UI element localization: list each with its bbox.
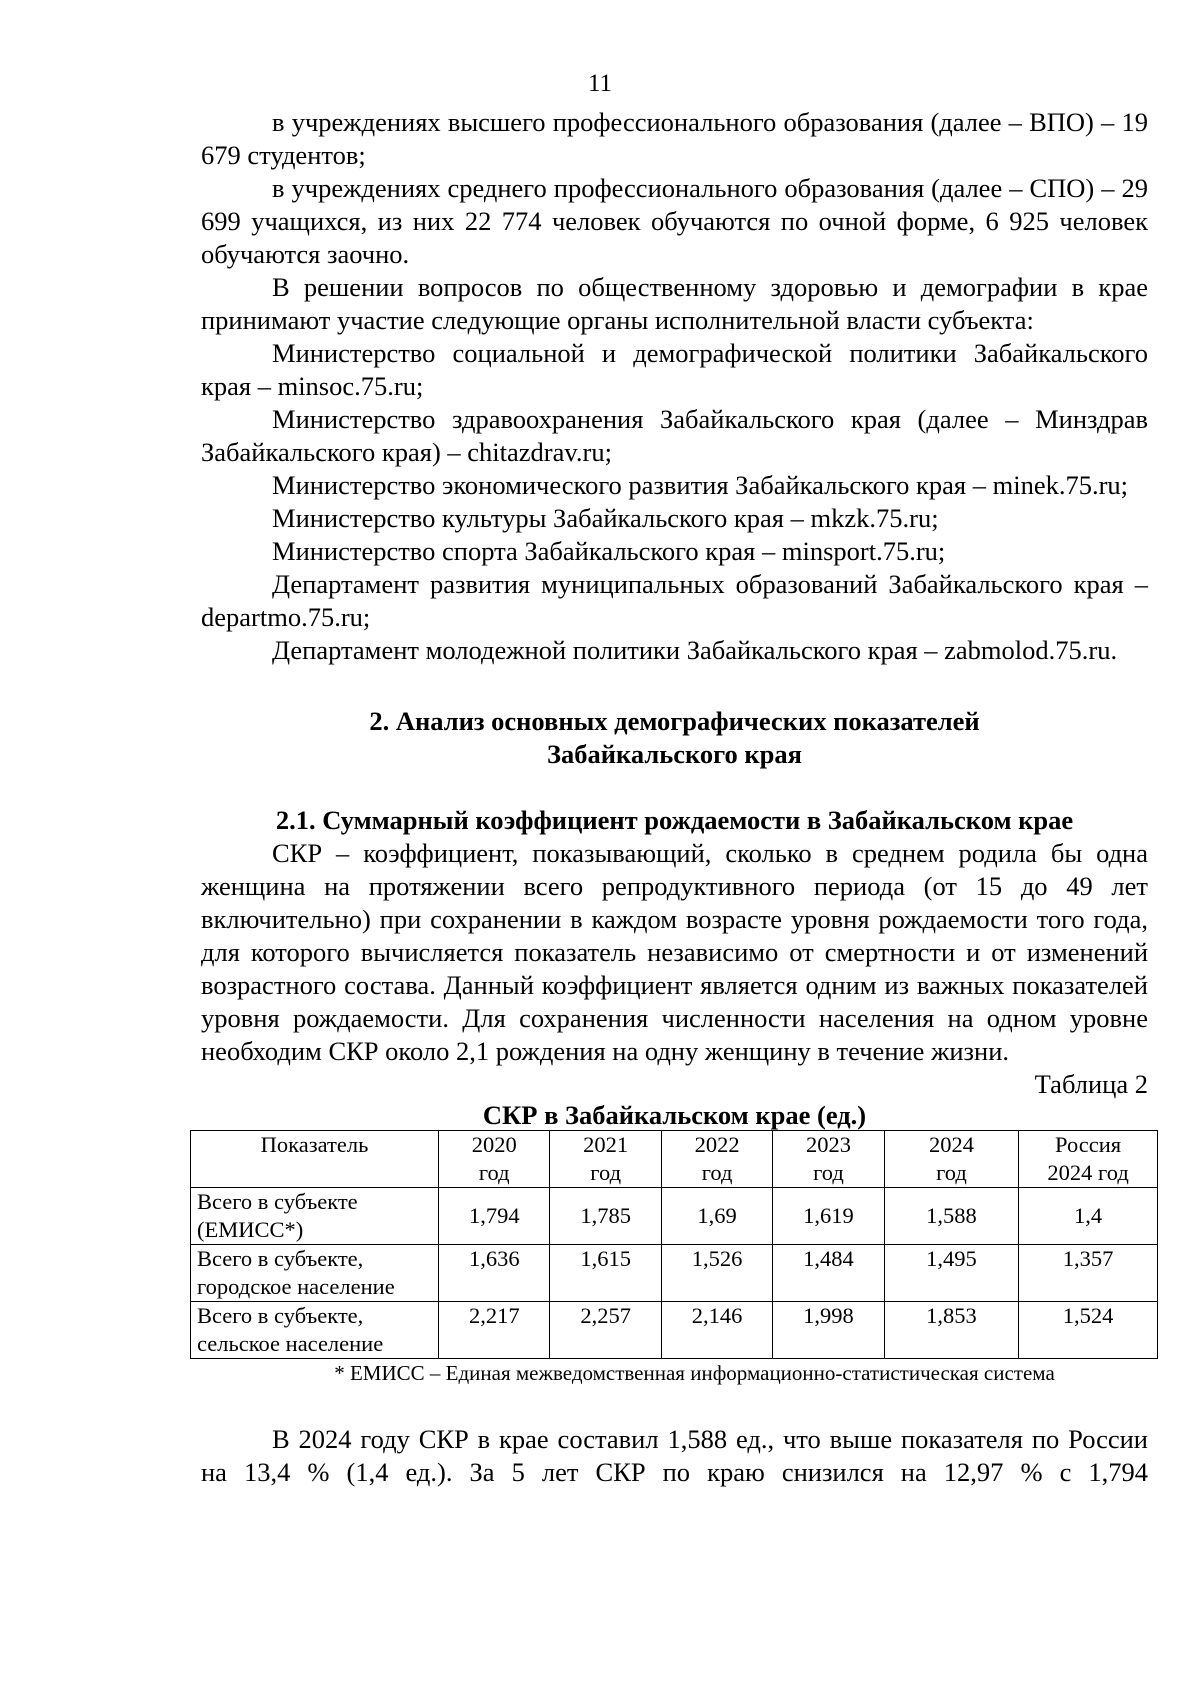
table-cell: 1,615 [550,1245,661,1302]
table-label: Таблица 2 [1034,1069,1148,1099]
header-2020: 2020 год [439,1131,550,1188]
skr-table [190,1130,1158,1359]
table-row [191,1188,1158,1245]
table-cell: 1,588 [884,1188,1019,1245]
paragraph-zabmolod: Департамент молодежной политики Забайкальского края – zabmolod.75.ru. [272,635,1118,665]
table-cell: 1,794 [439,1188,550,1245]
section-title-line1: 2. Анализ основных демографических показателей [369,706,980,736]
header-2021: 2021 год [550,1131,661,1188]
table-cell: 1,853 [884,1302,1019,1359]
paragraph-spo: в учреждениях среднего профессионального образования (далее – СПО) – 29 699 учащихся, из них 22 774 человек обучаются по очной форме, 6 925 человек обучаются заочно. [201,173,1148,269]
table-caption: СКР в Забайкальском крае (ед.) [482,1100,867,1130]
header-2022: 2022 год [661,1131,772,1188]
row-label: Всего в субъекте, сельское население [191,1302,439,1359]
row-label: Всего в субъекте, городское население [191,1245,439,1302]
page-content [197,0,1148,1489]
paragraph-intro-bodies: В решении вопросов по общественному здоровью и демографии в крае принимают участие следующие органы исполнительной власти субъекта: [201,272,1148,335]
header-russia-2024: Россия 2024 год [1019,1131,1158,1188]
row-label: Всего в субъекте (ЕМИСС*) [191,1188,439,1245]
subsection-title: 2.1. Суммарный коэффициент рождаемости в Забайкальском крае [275,805,1074,835]
table-cell: 1,484 [773,1245,884,1302]
page-number: 11 [587,70,613,97]
table-row [191,1302,1158,1359]
table-cell: 1,495 [884,1245,1019,1302]
paragraph-skr-definition: СКР – коэффициент, показывающий, сколько в среднем родила бы одна женщина на протяжении всего репродуктивного периода (от 15 до 49 лет включительно) при сохранении в каждом возрасте уровня рождаемости того года, для которого вычисляется показатель независимо от смертности и от изменений возрастного состава. Данный коэффициент является одним из важных показателей уровня рождаемости. Для сохранения численности населения на одном уровне необходим СКР около 2,1 рождения на одну женщину в течение жизни. [201,838,1148,1066]
table-cell: 1,357 [1019,1245,1158,1302]
table-cell: 1,4 [1019,1188,1158,1245]
paragraph-minsoc: Министерство социальной и демографической политики Забайкальского края – minsoc.75.ru; [201,338,1148,401]
table-footnote: * ЕМИСС – Единая межведомственная информационно-статистическая система [334,1361,1055,1385]
table-cell: 1,636 [439,1245,550,1302]
table-cell: 2,257 [550,1302,661,1359]
table-cell: 1,69 [661,1188,772,1245]
paragraph-minek: Министерство экономического развития Забайкальского края – minek.75.ru; [272,470,1129,500]
header-2024: 2024 год [884,1131,1019,1188]
table-cell: 1,785 [550,1188,661,1245]
paragraph-minzdrav: Министерство здравоохранения Забайкальского края (далее – Минздрав Забайкальского края) – chitazdrav.ru; [201,404,1148,467]
table-header-row [191,1131,1158,1188]
paragraph-minsport: Министерство спорта Забайкальского края – minsport.75.ru; [272,536,946,566]
header-2023: 2023 год [773,1131,884,1188]
paragraph-vpo: в учреждениях высшего профессионального образования (далее – ВПО) – 19 679 студентов; [201,107,1148,170]
paragraph-mkzk: Министерство культуры Забайкальского края – mkzk.75.ru; [272,503,939,533]
section-title [201,705,1148,771]
header-indicator: Показатель [191,1131,439,1188]
table-cell: 1,526 [661,1245,772,1302]
paragraph-departmo: Департамент развития муниципальных образований Забайкальского края – departmo.75.ru; [201,569,1148,632]
section-title-line2: Забайкальского края [546,739,802,769]
paragraph-skr-2024: В 2024 году СКР в крае составил 1,588 ед., что выше показателя по России на 13,4 % (1,4 ед.). За 5 лет СКР по краю снизился на 12,97 % с 1,794 [201,1424,1148,1487]
table-cell: 1,998 [773,1302,884,1359]
table-cell: 1,524 [1019,1302,1158,1359]
table-cell: 1,619 [773,1188,884,1245]
table-cell: 2,146 [661,1302,772,1359]
table-cell: 2,217 [439,1302,550,1359]
table-row [191,1245,1158,1302]
